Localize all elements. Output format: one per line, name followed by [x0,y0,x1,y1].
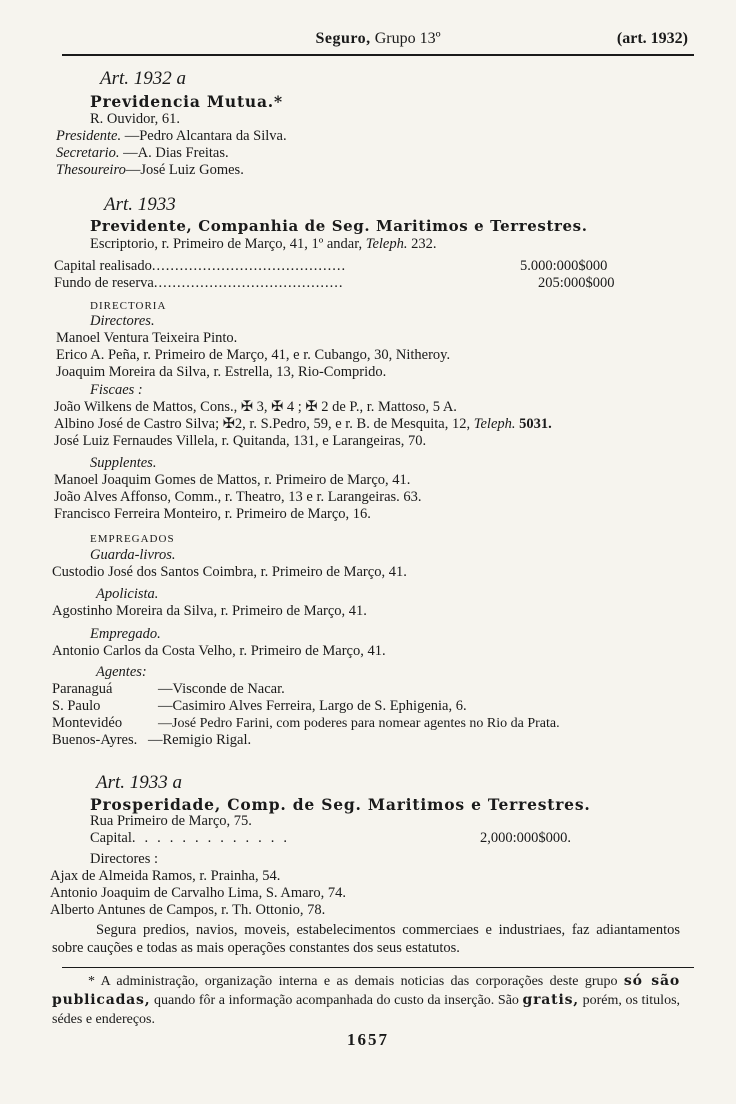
office-address: Escriptorio, r. Primeiro de Março, 41, 1º andar, [90,236,363,252]
empregados-heading: EMPREGADOS [90,533,175,545]
art-1933a-directores-label: Directores : [90,851,159,867]
agent-place: Paranaguá [52,681,113,697]
director-row: Joaquim Moreira da Silva, r. Estrella, 13, Rio-Comprido. [56,364,387,380]
office-tel-label: Teleph. [365,236,408,252]
director-row: Manoel Ventura Teixeira Pinto. [56,330,238,346]
capital-label: Capital [90,830,132,846]
footnote-part3: porém, os titulos, sédes e endereços. [52,993,681,1027]
agent-text: —José Pedro Farini, com poderes para nomear agentes no Rio da Prata. [158,716,560,731]
capital-leader: ............. [131,830,297,846]
art-1932a-presidente [56,128,287,145]
art-1932a-address: R. Ouvidor, 61. [90,111,181,127]
director-row: Ajax de Almeida Ramos, r. Prainha, 54. [50,868,281,884]
capital-value: 5.000:000$000 [520,258,608,274]
art-1933a-name: Prosperidade, Comp. de Seg. Maritimos e Terrestres. [90,795,591,814]
presidente-label: Presidente. [56,128,122,144]
capital-label: Capital realisado [54,258,152,274]
capital-row [54,258,346,275]
fiscaes-label: Fiscaes : [90,382,143,398]
header-group: Grupo 13º [374,30,441,47]
empregado-label: Empregado. [90,626,161,642]
art-1932a-thesoureiro [56,162,244,179]
agent-place: Buenos-Ayres. [52,732,138,748]
fundo-value: 205:000$000 [538,275,615,291]
fundo-label: Fundo de reserva [54,275,154,291]
agent-text: —Casimiro Alves Ferreira, Largo de S. Ephigenia, 6. [158,698,467,714]
director-row: Erico A. Peña, r. Primeiro de Março, 41, e r. Cubango, 30, Nitheroy. [56,347,451,363]
directoria-heading: DIRECTORIA [90,300,167,312]
footnote-bold1: só são publicadas, [52,973,680,1008]
header-article-ref: (art. 1932) [616,30,688,47]
supplente-row: João Alves Affonso, Comm., r. Theatro, 13 e r. Larangeiras. 63. [54,489,422,505]
art-1932a-secretario [56,145,229,162]
art-1933-office [90,236,437,253]
presidente-name: —Pedro Alcantara da Silva. [124,128,287,144]
footnote-part1: * A administração, organização interna e as demais noticias das corporações deste grupo [88,974,618,989]
director-row: Alberto Antunes de Campos, r. Th. Ottonio, 78. [50,902,326,918]
secretario-name: —A. Dias Freitas. [123,145,229,161]
header-rule [62,54,694,56]
supplente-row: Manoel Joaquim Gomes de Mattos, r. Primeiro de Março, 41. [54,472,411,488]
supplente-row: Francisco Ferreira Monteiro, r. Primeiro de Março, 16. [54,506,371,522]
fiscal-tel-label: Teleph. [473,416,516,432]
secretario-label: Secretario. [56,145,120,161]
art-1933a-capital-value: 2,000:000$000. [480,830,572,846]
capital-leader: .......................................... [151,258,347,274]
art-1933a-description: Segura predios, navios, moveis, estabelecimentos commerciaes e industriaes, faz adiantamentos sobre cauções e todas as mais operações constantes dos seus estatutos. [52,922,680,956]
fiscal-row: José Luiz Fernaudes Villela, r. Quitanda, 131, e Larangeiras, 70. [54,433,427,449]
agent-place: S. Paulo [52,698,101,714]
fiscal-text: Albino José de Castro Silva; ✠2, r. S.Pedro, 59, e r. B. de Mesquita, 12, [54,416,471,432]
apolicista-row: Agostinho Moreira da Silva, r. Primeiro de Março, 41. [52,603,367,619]
guarda-livros-label: Guarda-livros. [90,547,176,563]
art-1933-name: Previdente, Companhia de Seg. Maritimos e Terrestres. [90,217,588,235]
office-tel: 232. [411,236,437,252]
footnote-rule [62,967,694,968]
apolicista-label: Apolicista. [96,586,159,602]
header-section: Seguro, [315,30,371,47]
agentes-label: Agentes: [96,664,147,680]
fiscal-row [54,416,552,433]
fiscal-tel: 5031. [519,416,552,432]
agent-text: —Remigio Rigal. [148,732,252,748]
header-title [60,30,696,48]
empregado-row: Antonio Carlos da Costa Velho, r. Primeiro de Março, 41. [52,643,386,659]
art-1932a-name: Previdencia Mutua.* [90,92,283,111]
agent-text: —Visconde de Nacar. [158,681,285,697]
agent-place: Montevidéo [52,715,123,731]
running-header [60,30,696,52]
art-1933-heading: Art. 1933 [104,194,176,215]
supplentes-label: Supplentes. [90,455,157,471]
fundo-row [54,275,343,292]
art-1933a-heading: Art. 1933 a [96,772,183,793]
directores-label: Directores. [90,313,155,329]
art-1932a-heading: Art. 1932 a [100,68,187,89]
thesoureiro-name: —José Luiz Gomes. [125,162,244,178]
art-1933a-address: Rua Primeiro de Março, 75. [90,813,252,829]
director-row: Antonio Joaquim de Carvalho Lima, S. Amaro, 74. [50,885,347,901]
fundo-leader: ......................................... [153,275,344,291]
footnote-bold2: gratis, [522,992,579,1008]
guarda-livros-row: Custodio José dos Santos Coimbra, r. Primeiro de Março, 41. [52,564,407,580]
footnote-part2: quando fôr a informação acompanhada do custo da inserção. São [154,993,519,1008]
fiscal-row: João Wilkens de Mattos, Cons., ✠ 3, ✠ 4 ; ✠ 2 de P., r. Mattoso, 5 A. [54,399,457,415]
page-number: 1657 [347,1030,389,1049]
thesoureiro-label: Thesoureiro [56,162,126,178]
art-1933a-capital-row [90,830,296,847]
footnote [52,972,680,1029]
